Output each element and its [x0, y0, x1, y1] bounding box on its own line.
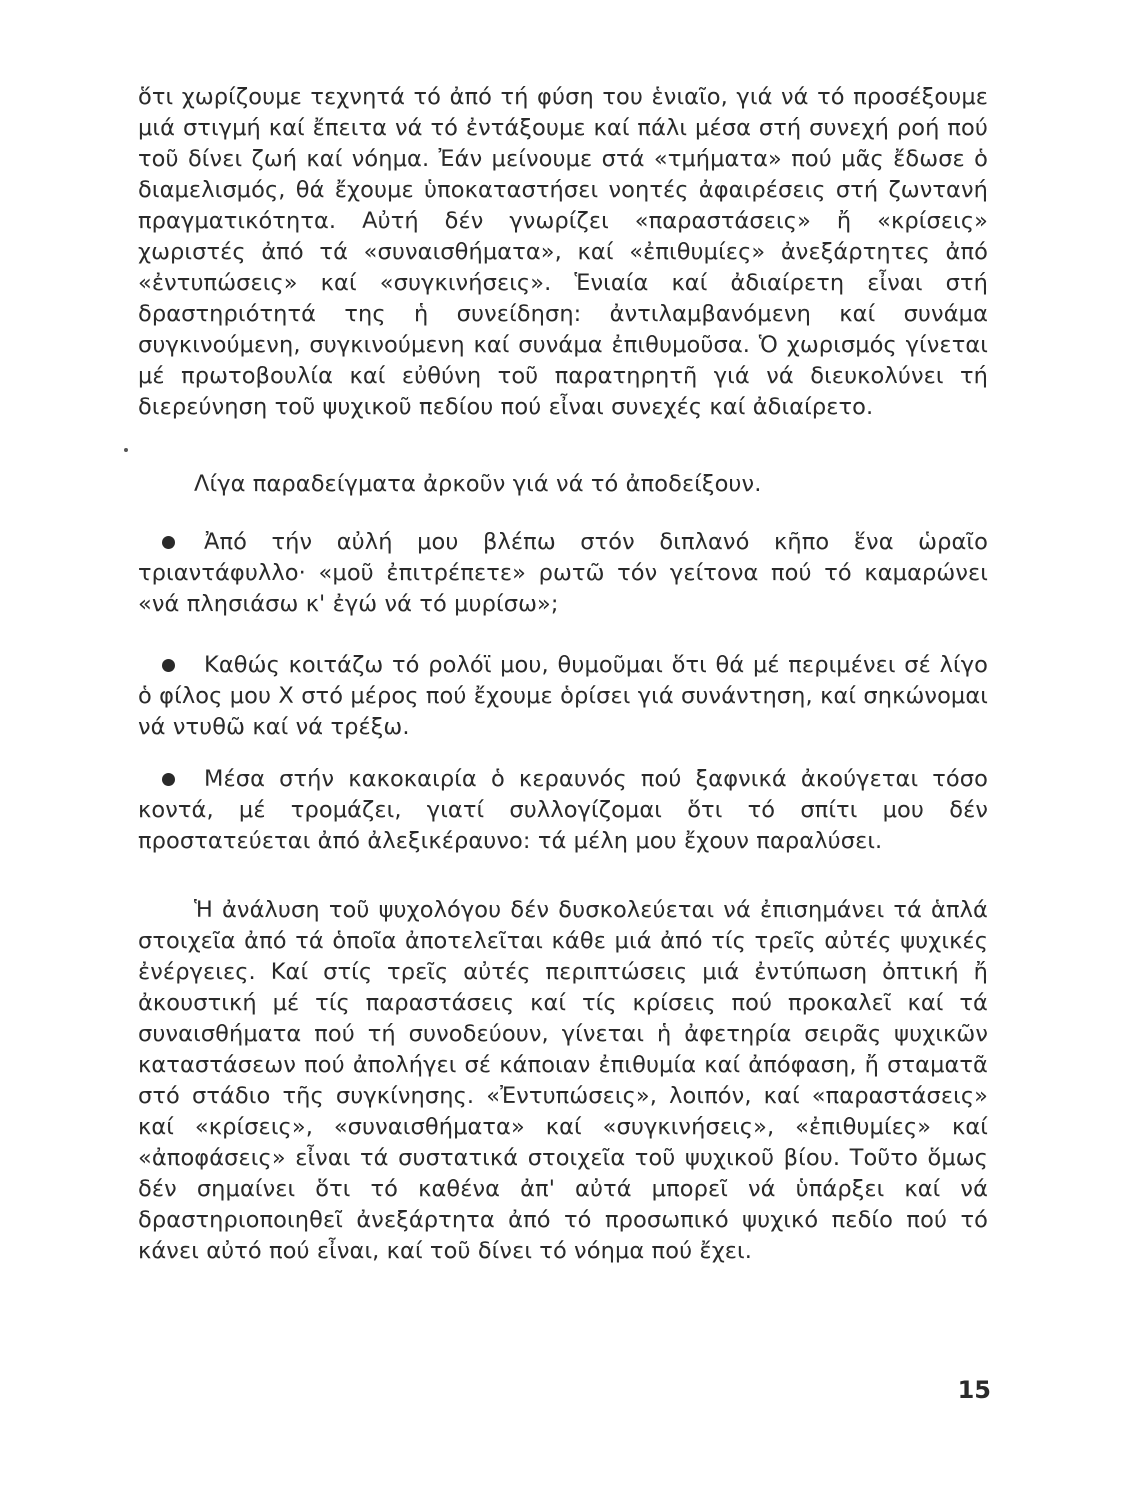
- paragraph-text: Ἡ ἀνάλυση τοῦ ψυχολόγου δέν δυσκολεύεται νά ἐπισημάνει τά ἁπλά στοιχεῖα ἀπό τά ὁποῖα ἀποτελεῖται κάθε μιά ἀπό τίς τρεῖς αὐτές ψυχικές ἐνέργειες. Καί στίς τρεῖς αὐτές περιπτώσεις μιά ἐντύπωση ὀπτική ἤ ἀκουστική μέ τίς παραστάσεις καί τίς κρίσεις πού προκαλεῖ καί τά συναισθήματα πού τή συνοδεύουν, γίνεται ἡ ἀφετηρία σειρᾶς ψυχικῶν καταστάσεων πού ἀπολήγει σέ κάποιαν ἐπιθυμία καί ἀπόφαση, ἤ σταματᾶ στό στάδιο τῆς συγκίνησης. «Ἐντυπώσεις», λοιπόν, καί «παραστάσεις» καί «κρίσεις», «συναισθήματα» καί «συγκινήσεις», «ἐπιθυμίες» καί «ἀποφάσεις» εἶναι τά συστατικά στοιχεῖα τοῦ ψυχικοῦ βίου. Τοῦτο ὅμως δέν σημαίνει ὅτι τό καθένα ἀπ' αὐτά μπορεῖ νά ὑπάρξει καί νά δραστηριοποιηθεῖ ἀνεξάρτητα ἀπό τό προσωπικό ψυχικό πεδίο πού τό κάνει αὐτό πού εἶναι, καί τοῦ δίνει τό νόημα πού ἔχει.: [138, 897, 988, 1264]
- bullet-item-1: [138, 527, 988, 620]
- bullet-icon: [162, 773, 175, 786]
- bullet-icon: [162, 659, 175, 672]
- bullet-text: Μέσα στήν κακοκαιρία ὁ κεραυνός πού ξαφνικά ἀκούγεται τόσο κοντά, μέ τρομάζει, γιατί συλλογίζομαι ὅτι τό σπίτι μου δέν προστατεύεται ἀπό ἀλεξικέραυνο: τά μέλη μου ἔχουν παραλύσει.: [138, 766, 988, 854]
- page-number: 15: [957, 1376, 991, 1404]
- paragraph-text: Λίγα παραδείγματα ἀρκοῦν γιά νά τό ἀποδείξουν.: [194, 471, 762, 497]
- paragraph-2: [138, 469, 988, 500]
- margin-mark: [124, 448, 128, 452]
- bullet-icon: [162, 536, 175, 549]
- bullet-item-3: [138, 764, 988, 857]
- bullet-text: Καθώς κοιτάζω τό ρολόϊ μου, θυμοῦμαι ὅτι θά μέ περιμένει σέ λίγο ὁ φίλος μου Χ στό μέρος πού ἔχουμε ὁρίσει γιά συνάντηση, καί σηκώνομαι νά ντυθῶ καί νά τρέξω.: [138, 652, 988, 740]
- paragraph-text: ὅτι χωρίζουμε τεχνητά τό ἀπό τή φύση του ἑνιαῖο, γιά νά τό προσέξουμε μιά στιγμή καί ἔπειτα νά τό ἐντάξουμε καί πάλι μέσα στή συνεχή ροή πού τοῦ δίνει ζωή καί νόημα. Ἐάν μείνουμε στά «τμήματα» πού μᾶς ἔδωσε ὁ διαμελισμός, θά ἔχουμε ὑποκαταστήσει νοητές ἀφαιρέσεις στή ζωντανή πραγματικότητα. Αὐτή δέν γνωρίζει «παραστάσεις» ἤ «κρίσεις» χωριστές ἀπό τά «συναισθήματα», καί «ἐπιθυμίες» ἀνεξάρτητες ἀπό «ἐντυπώσεις» καί «συγκινήσεις». Ἑνιαία καί ἀδιαίρετη εἶναι στή δραστηριότητά της ἡ συνείδηση: ἀντιλαμβανόμενη καί συνάμα συγκινούμενη, συγκινούμενη καί συνάμα ἐπιθυμοῦσα. Ὁ χωρισμός γίνεται μέ πρωτοβουλία καί εὐθύνη τοῦ παρατηρητῆ γιά νά διευκολύνει τή διερεύνηση τοῦ ψυχικοῦ πεδίου πού εἶναι συνεχές καί ἀδιαίρετο.: [138, 84, 988, 420]
- paragraph-3: [138, 895, 988, 1267]
- bullet-text: Ἀπό τήν αὐλή μου βλέπω στόν διπλανό κῆπο ἕνα ὡραῖο τριαντάφυλλο· «μοῦ ἐπιτρέπετε» ρωτῶ τόν γείτονα πού τό καμαρώνει «νά πλησιάσω κ' ἐγώ νά τό μυρίσω»;: [138, 529, 988, 617]
- paragraph-1: [138, 82, 988, 423]
- bullet-item-2: [138, 650, 988, 743]
